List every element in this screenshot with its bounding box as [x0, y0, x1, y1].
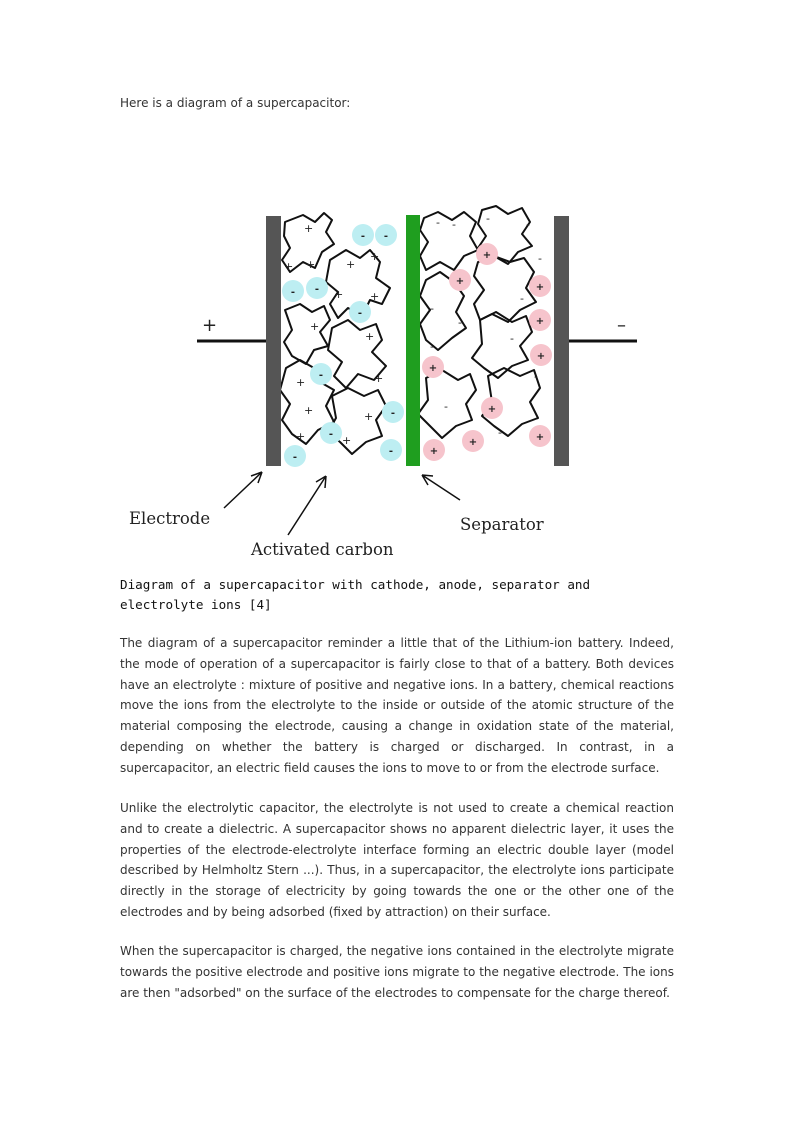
ion-sign: +	[482, 250, 492, 261]
charge-mark: +	[296, 376, 306, 389]
ion-sign: -	[390, 408, 396, 419]
ion-sign: -	[360, 231, 366, 242]
electrode-arrow	[224, 472, 262, 508]
ion-sign: -	[388, 446, 394, 457]
separator-bar	[406, 215, 420, 466]
charge-mark: -	[520, 292, 524, 305]
paragraph-3: When the supercapacitor is charged, the negative ions contained in the electrolyte migrate towards the positive electrode and positive ions migrate to the negative electrode. The ions are then "adsorbed" on the surface of the electrodes to compensate for the charge thereof.	[120, 944, 674, 1000]
carbon-particle	[474, 256, 536, 322]
activated-carbon-right	[418, 206, 540, 438]
separator-label: Separator	[460, 515, 544, 534]
carbon-particle	[420, 212, 478, 270]
pointer-arrows	[224, 472, 460, 535]
ion-sign: +	[535, 282, 545, 293]
ion-sign: -	[318, 370, 324, 381]
charge-mark: -	[534, 412, 538, 425]
ion-sign: +	[455, 276, 465, 287]
charge-mark: +	[296, 430, 306, 443]
negative-terminal-sign: –	[617, 315, 626, 336]
charge-mark: -	[526, 218, 530, 231]
ion-sign: -	[357, 308, 363, 319]
paragraph-2: Unlike the electrolytic capacitor, the electrolyte is not used to create a chemical reaction and to create a dielectric. A supercapacitor shows no apparent dielectric layer, it uses the properties of the electrode-electrolyte interface forming an electric double layer (model described by Helmholtz Stern ...). Thus, in a supercapacitor, the electrolyte ions participate directly in the storage of electricity by going towards the one or the other one of the electrodes and by being adsorbed (fixed by attraction) on their surface.	[120, 801, 674, 919]
charge-mark: -	[436, 216, 440, 229]
charge-mark: +	[306, 258, 316, 271]
charge-mark: -	[534, 370, 538, 383]
negative-electrode	[554, 216, 569, 466]
charge-mark: +	[370, 250, 380, 263]
ion-sign: -	[314, 284, 320, 295]
separator-arrow	[422, 475, 460, 500]
ion-sign: -	[290, 287, 296, 298]
charge-mark: -	[452, 218, 456, 231]
positive-terminal-sign: +	[202, 315, 218, 336]
supercapacitor-diagram	[120, 200, 660, 570]
activated-carbon-arrow	[288, 476, 326, 535]
figure-caption: Diagram of a supercapacitor with cathode, anode, separator and electrolyte ions [4]	[120, 577, 591, 612]
charge-mark: +	[370, 290, 380, 303]
charge-mark: +	[304, 404, 314, 417]
charge-mark: -	[458, 316, 462, 329]
ion-sign: +	[535, 316, 545, 327]
charge-mark: +	[365, 330, 375, 343]
charge-mark: +	[364, 410, 374, 423]
ion-sign: +	[487, 404, 497, 415]
charge-mark: +	[334, 288, 344, 301]
charge-mark: -	[444, 400, 448, 413]
charge-mark: -	[510, 332, 514, 345]
charge-mark: +	[374, 372, 384, 385]
charge-mark: +	[304, 222, 314, 235]
ion-sign: +	[429, 446, 439, 457]
charge-mark: -	[486, 212, 490, 225]
ion-sign: -	[328, 429, 334, 440]
charge-mark: +	[342, 434, 352, 447]
ion-sign: -	[292, 452, 298, 463]
charge-mark: -	[430, 340, 434, 353]
carbon-particle	[328, 388, 386, 454]
charge-mark: -	[538, 252, 542, 265]
paragraph-1: The diagram of a supercapacitor reminder a little that of the Lithium-ion battery. Indeed, the mode of operation of a supercapacitor is fairly close to that of a battery. Both devices have an electrolyte : mixture of positive and negative ions. In a battery, chemical reactions move the ions from the electrolyte to the inside or outside of the atomic structure of the material composing the electrode, causing a change in oxidation state of the material, depending on whether the battery is charged or discharged. In contrast, in a supercapacitor, an electric field causes the ions to move to or from the electrode surface.	[120, 636, 674, 775]
carbon-particle	[284, 304, 330, 364]
ion-sign: +	[536, 351, 546, 362]
intro-text: Here is a diagram of a supercapacitor:	[120, 96, 351, 110]
ion-sign: +	[468, 437, 478, 448]
charge-mark: +	[310, 320, 320, 333]
charge-mark: -	[498, 426, 502, 439]
positive-electrode	[266, 216, 281, 466]
ion-sign: +	[428, 363, 438, 374]
ion-sign: -	[383, 231, 389, 242]
charge-mark: +	[284, 260, 294, 273]
electrode-label: Electrode	[129, 509, 211, 528]
activated-carbon-label: Activated carbon	[251, 540, 394, 559]
charge-mark: +	[346, 258, 356, 271]
charge-mark: -	[430, 302, 434, 315]
ion-sign: +	[535, 432, 545, 443]
